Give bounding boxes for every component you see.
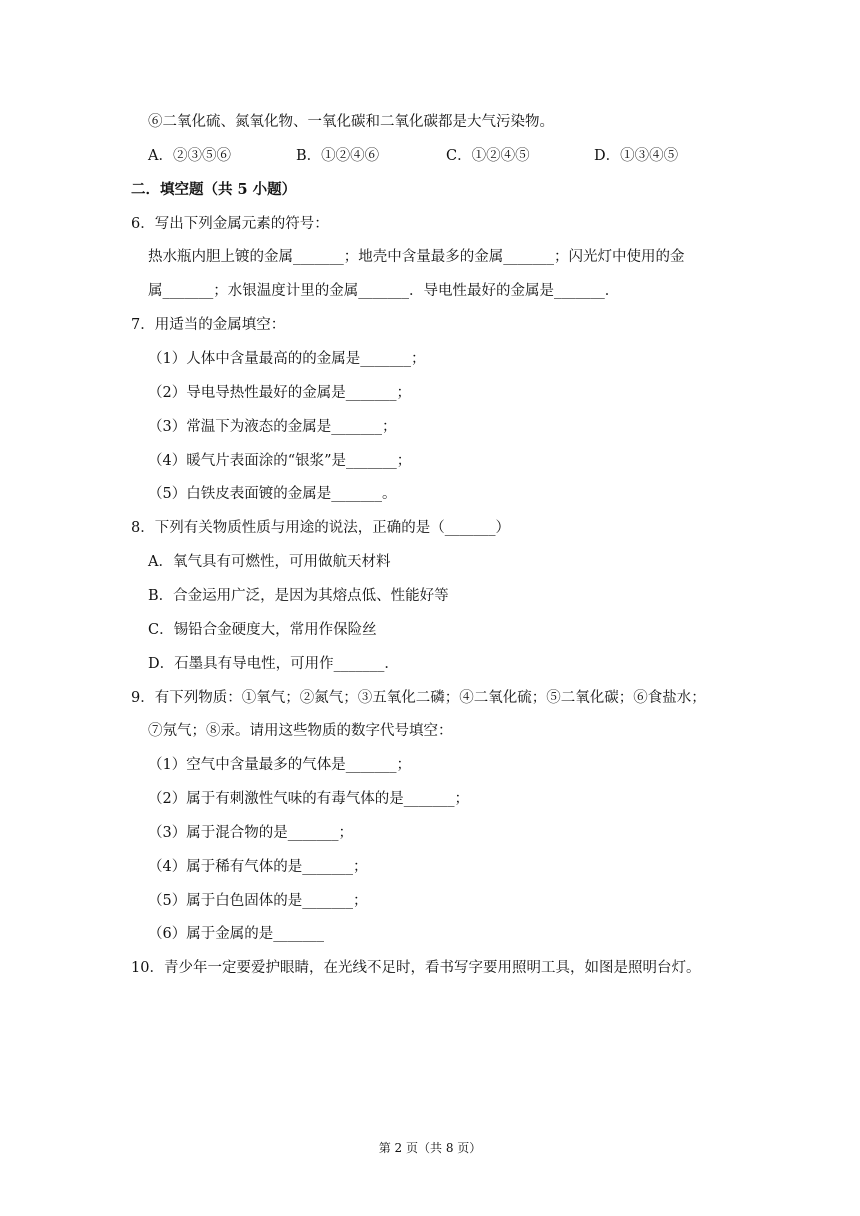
q5-option-d: D．①③④⑤: [594, 148, 679, 164]
q9-stem-line-2: ⑦氖气；⑧汞。请用这些物质的数字代号填空：: [148, 723, 453, 739]
q9-item: （2）属于有刺激性气味的有毒气体的是_______；: [148, 791, 469, 807]
q8-stem: 8．下列有关物质性质与用途的说法，正确的是（_______）: [131, 520, 510, 536]
q10-stem: 10．青少年一定要爱护眼睛，在光线不足时，看书写字要用照明工具，如图是照明台灯。: [131, 960, 701, 976]
q8-option-d: D．石墨具有导电性，可用作_______．: [148, 656, 399, 672]
q5-item-6: ⑥二氧化硫、氮氧化物、一氧化碳和二氧化碳都是大气污染物。: [148, 114, 554, 130]
q8-option-c: C．锡铅合金硬度大，常用作保险丝: [148, 622, 377, 638]
q7-item: （3）常温下为液态的金属是_______；: [148, 419, 397, 435]
q5-option-c: C．①②④⑤: [446, 148, 530, 164]
q6-stem: 6．写出下列金属元素的符号：: [131, 216, 329, 232]
q8-option-b: B．合金运用广泛，是因为其熔点低、性能好等: [148, 588, 449, 604]
q9-item: （5）属于白色固体的是_______；: [148, 893, 368, 909]
q9-item: （4）属于稀有气体的是_______；: [148, 859, 368, 875]
q9-item: （1）空气中含量最多的气体是_______；: [148, 757, 411, 773]
q7-item: （1）人体中含量最高的的金属是_______；: [148, 351, 426, 367]
section-title: 二．填空题（共 5 小题）: [131, 181, 297, 198]
q8-option-a: A．氧气具有可燃性，可用做航天材料: [148, 554, 391, 570]
q5-option-b: B．①②④⑥: [296, 148, 380, 164]
q7-stem: 7．用适当的金属填空：: [131, 317, 286, 333]
q7-item: （4）暖气片表面涂的“银浆”是_______；: [148, 453, 412, 469]
q7-item: （2）导电导热性最好的金属是_______；: [148, 385, 411, 401]
q9-item: （6）属于金属的是_______: [148, 926, 324, 942]
page-footer: 第 2 页（共 8 页）: [378, 1141, 482, 1155]
q6-line-2: 属_______；水银温度计里的金属_______．导电性最好的金属是_______．: [148, 283, 620, 299]
q9-stem-line-1: 9．有下列物质：①氧气；②氮气；③五氧化二磷；④二氧化硫；⑤二氧化碳；⑥食盐水；: [131, 690, 706, 706]
q9-item: （3）属于混合物的是_______；: [148, 825, 353, 841]
q6-line-1: 热水瓶内胆上镀的金属_______；地壳中含量最多的金属_______；闪光灯中使用的金: [148, 249, 685, 265]
q5-options: [148, 146, 748, 166]
q7-item: （5）白铁皮表面镀的金属是_______。: [148, 486, 397, 502]
q5-option-a: A．②③⑤⑥: [148, 148, 231, 164]
